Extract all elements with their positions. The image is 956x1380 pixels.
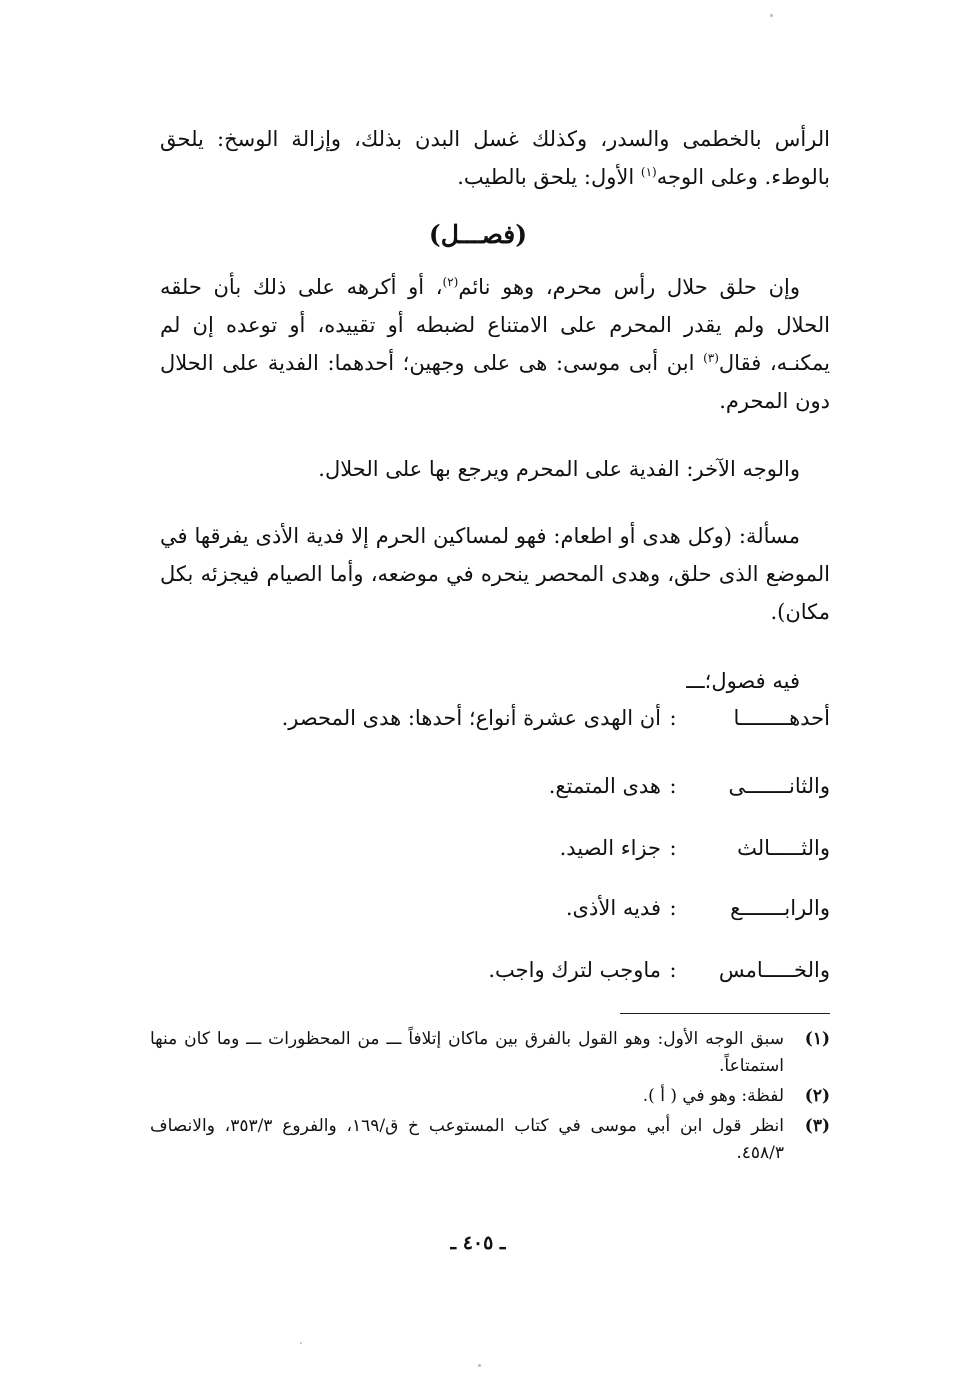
list-item-value: أن الهدى عشرة أنواع؛ أحدها: هدى المحصر. [281,706,661,730]
paragraph-3: والوجه الآخر: الفدية على المحرم ويرجع بها على الحلال. [318,457,800,481]
footnotes [150,1026,830,1170]
scan-speck [300,1342,302,1344]
paragraph-4: مسألة: (وكل هدى أو اطعام: فهو لمساكين الحرم إلا فدية الأذى يفرقها في الموضع الذى حلق، وهدى المحصر ينحره في موضعه، وأما الصيام فيجزئه بكل مكان). [160,524,830,624]
footnote-number: (١) [804,1029,830,1049]
paragraph-text: وإن حلق حلال رأس محرم، وهو نائم [458,275,800,299]
list-colon: : [669,706,677,730]
paragraph-text: الرأس بالخطمى والسدر، وكذلك غسل البدن بذلك، وإزالة الوسخ: يلحق بالوطء. وعلى الوجه [160,127,830,189]
list-colon: : [669,774,677,798]
footnote [150,1113,830,1167]
list-colon: : [669,958,677,982]
footnote [150,1026,830,1080]
list-item-value: فديه الأذى. [565,896,661,920]
page-number: ـ ٤٠٥ ـ [450,1232,506,1254]
list-item [560,836,830,860]
list-colon: : [669,896,677,920]
footnote-separator [620,1013,830,1014]
footnote-number: (٢) [804,1086,830,1106]
list-item [488,958,830,982]
list-item-value: ماوجب لترك واجب. [488,958,661,982]
list-item-label: والرابـــــــع [730,896,830,920]
list-item-label: والثـــــالث [737,836,830,860]
list-item-label: أحدهــــــــا [733,706,830,730]
paragraph-text: ، أو أكرهه على ذلك بأن حلقه الحلال ولم يقدر المحرم على الامتناع لضبطه أو تقييده، أو توعده إن لم يمكنـه، فقال [160,275,831,375]
footnote-text: لفظة: وهو في ( أ ). [642,1086,784,1106]
footnote-text: سبق الوجه الأول: وهو القول بالفرق بين ماكان إتلافاً ـــ من المحظورات ـــ وما كان منها استمتاعاً. [150,1029,784,1076]
list-item-label: والخـــــامس [718,958,830,982]
scan-speck [770,14,773,17]
footnote-ref: (٢) [442,275,459,289]
scan-speck [478,1364,481,1367]
list-item [549,774,830,798]
paragraph-5: فيه فصول؛ـــ [686,669,800,693]
footnote-ref: (٣) [703,351,719,365]
footnote-ref: (١) [640,165,657,179]
footnote-number: (٣) [804,1116,830,1136]
paragraph-1 [160,120,830,196]
list-item [282,706,830,730]
paragraph-2 [160,268,830,420]
list-item-label: والثانـــــــى [728,774,830,798]
list-item [566,896,830,920]
section-heading: (فصـــل) [428,220,528,249]
paragraph-text: الأول: يلحق بالطيب. [457,165,641,189]
paragraph-text: ابن أبى موسى: هى على وجهين؛ أحدهما: الفدية على الحلال دون المحرم. [160,351,830,413]
list-colon: : [669,836,677,860]
list-item-value: جزاء الصيد. [559,836,661,860]
footnote [150,1083,830,1110]
list-item-value: هدى المتمتع. [548,774,661,798]
footnote-text: انظر قول ابن أبي موسى في كتاب المستوعب خ ق/١٦٩، والفروع ٣٥٣/٣، والانصاف ٤٥٨/٣. [150,1116,785,1163]
